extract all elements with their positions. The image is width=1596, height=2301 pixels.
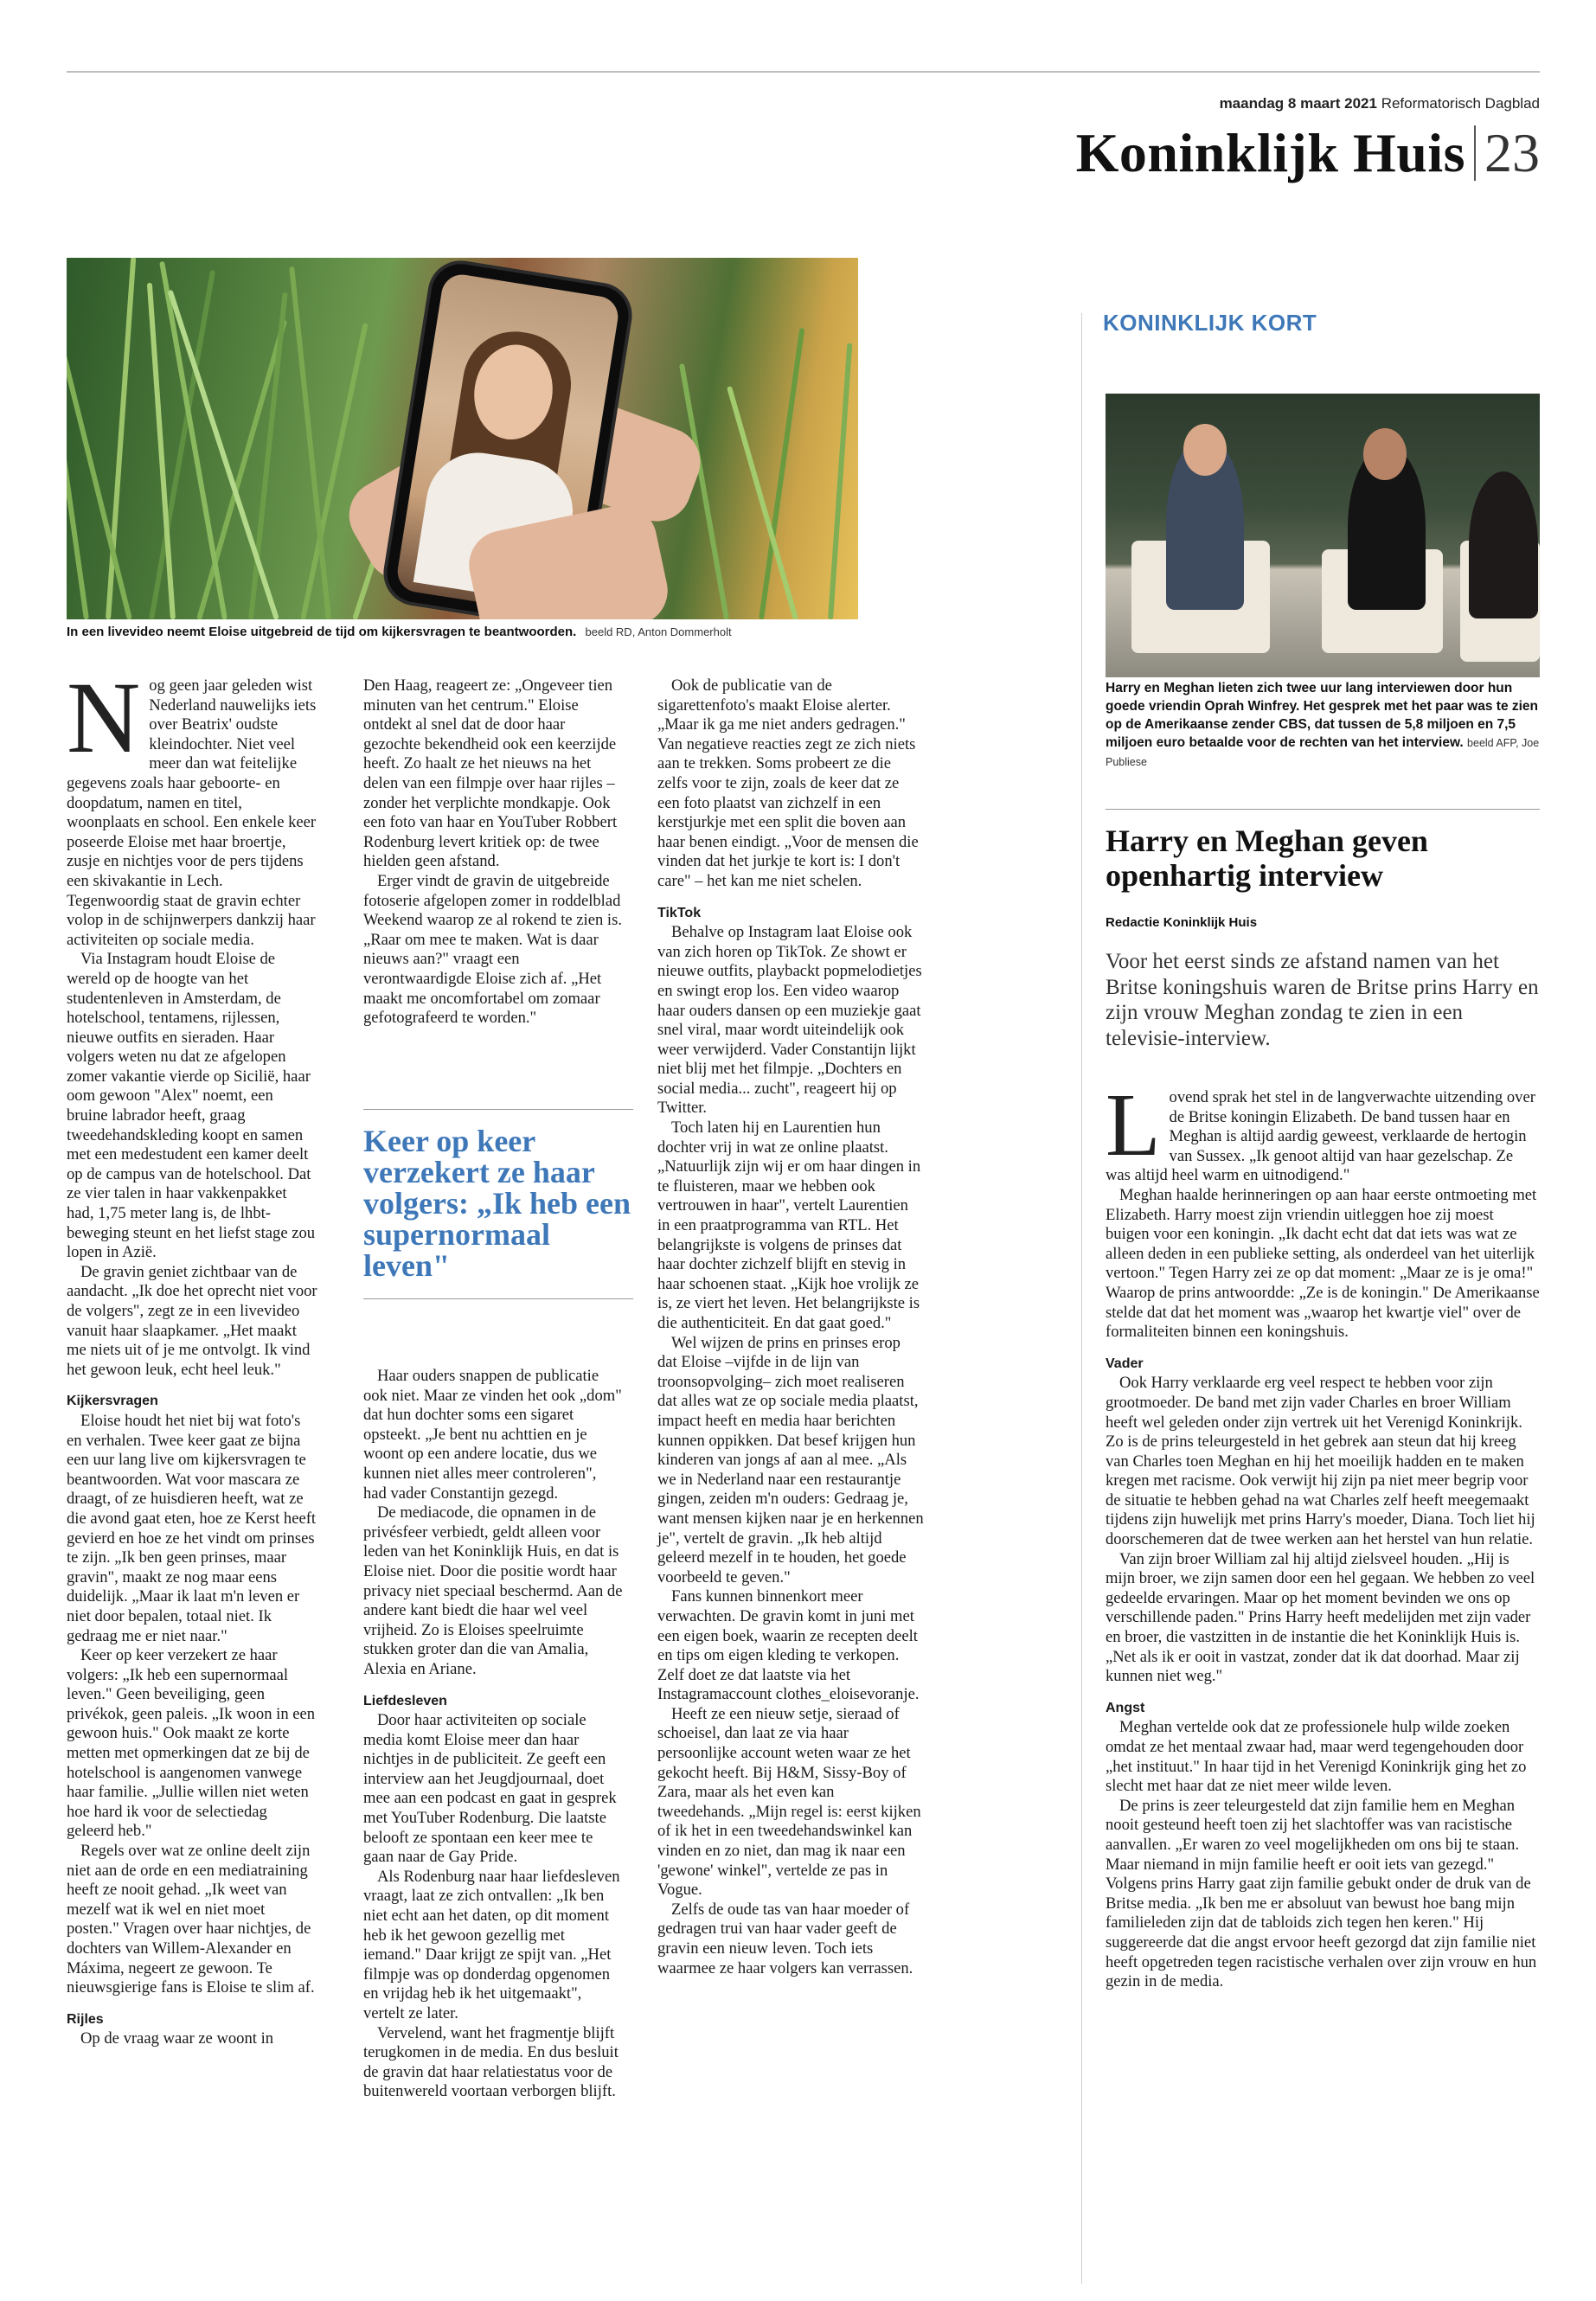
article-paragraph: Als Rodenburg naar haar liefdesleven vraagt, laat ze zich ontvallen: „Ik ben niet echt aan het daten, op dit moment heb ik het gewoon gezellig met iemand." Daar krijgt ze spijt van. „Het filmpje was op donderdag opgenomen en vrijdag heb ik het uitgemaakt", vertelt ze later. [363,1867,620,2022]
page-number: 23 [1484,122,1540,183]
dropcap: L [1106,1075,1161,1175]
article-paragraph: De gravin geniet zichtbaar van de aandacht. „Ik doe het oprecht niet voor de volgers", zegt ze in een livevideo vanuit haar slaapkamer. „Het maakt me niets uit of je me ontvolgt. Ik vind het gewoon leuk, echt heel leuk." [67,1262,317,1379]
subheading: Liefdesleven [363,1693,447,1708]
article-paragraph: Meghan haalde herinneringen op aan haar eerste ontmoeting met Elizabeth. Harry moest zijn vriendin uitleggen hoe zij moest buigen voor een koningin. „Ik dacht echt dat dat iets was wat ze alleen deden in een publieke setting, als onderdeel van het uiterlijk vertoon." Tegen Harry zei ze op dat moment: „Maar ze is je oma!" Waarop de prins antwoordde: „Ze is de koningin." De Amerikaanse stelde dat dat het moment was „waarop het kwartje viel" over de formaliteiten binnen een koningshuis. [1106,1185,1540,1342]
article-paragraph: Heeft ze een nieuw setje, sieraad of schoeisel, dan laat ze via haar persoonlijke account weten waar ze het gekocht heeft. Bij H&M, Sissy-Boy of Zara, maar als het even kan tweedehands. „Mijn regel is: eerst kijken of ik het in een tweedehandswinkel kan vinden en zo niet, dan mag ik naar een 'gewone' winkel", vertelde ze pas in Vogue. [657,1704,921,1900]
subheading: Kijkersvragen [67,1394,158,1409]
article-paragraph: Wel wijzen de prins en prinses erop dat Eloise –vijfde in de lijn van troonsopvolging– zich moet realiseren dat alles wat ze op sociale media plaatst, impact heeft en media haar berichten kunnen oppikken. Dat besef krijgen hun kinderen van jongs af aan al mee. „Als we in Nederland naar een restaurantje gingen, zeiden m'n ouders: Gedraag je, want mensen kijken naar je en herkennen je", vertelt de gravin. „Ik heb altijd geleerd mezelf in te houden, het goede voorbeeld te geven." [657,1333,924,1586]
issue-date: maandag 8 maart 2021 [1219,95,1377,112]
article-paragraph: Op de vraag waar ze woont in [80,2029,274,2048]
sidebar-headline: Harry en Meghan geven openhartig interview [1106,824,1428,893]
dropcap: N [67,661,141,774]
article-paragraph: Lovend sprak het stel in de langverwachte uitzending over de Britse koningin Elizabeth. De band tussen haar en Meghan is altijd aardig geweest, verklaarde de hertogin van Sussex. „Ik genoot altijd van haar gezelschap. Ze was altijd heel warm en uitnodigend." [1106,1075,1535,1185]
article-paragraph: Via Instagram houdt Eloise de wereld op de hoogte van het studentenleven in Amsterdam, de hotelschool, tentamens, rijlessen, nieuwe outfits en sieraden. Haar volgers weten nu dat ze afgelopen zomer vakantie vierde op Sicilië, haar oom gewoon "Alex" noemt, een bruine labrador heeft, graag tweedehandskleding koopt en samen met een medestudent een kamer deelt op de campus van de hotelschool. Dat ze vier talen in haar vakkenpakket had, 1,75 meter lang is, de lhbt-beweging steunt en het liefst stage zou lopen in Azië. [67,950,316,1262]
section-separator [1474,125,1476,181]
sidebar-byline: Redactie Koninklijk Huis [1106,915,1258,930]
sidebar-label: KONINKLIJK KORT [1103,310,1317,336]
article-column-2 [363,676,623,1029]
article-paragraph: Meghan vertelde ook dat ze professionele hulp wilde zoeken omdat ze het mentaal zwaar had, maar werd tegengehouden door „het instituut." In haar tijd in het Verenigd Koninkrijk ging het zo slecht met haar dat ze niet meer wilde leven. [1106,1718,1527,1796]
article-paragraph: Keer op keer verzekert ze haar volgers: „Ik heb een supernormaal leven." Geen beveiliging, geen privékok, geen paleis. „Ik woon in een gewoon huis." Ook maakt ze korte metten met opmerkingen dat ze bij de hotelschool is aangenomen vanwege haar familie. „Jullie willen niet weten hoe hard ik voor de selectiedag geleerd heb." [67,1646,316,1841]
pull-quote: Keer op keer verzekert ze haar volgers: „Ik heb een supernormaal leven" [363,1109,633,1299]
article-paragraph: Van zijn broer William zal hij altijd zielsveel houden. „Hij is mijn broer, we zijn samen door een hel gegaan. We hebben zo veel gedeelde ervaringen. Maar op het moment bevinden we ons op verschillende paden." Prins Harry heeft medelijden met zijn vader en broer, die vastzitten in de instantie die het Koninklijk Huis is. „Net als ik er ooit in vastzat, zonder dat ik dat doorhad. Maar zij kunnen niet weg." [1106,1549,1535,1686]
article-column-3 [657,676,924,1978]
top-rule [67,71,1540,73]
subheading: Rijles [67,2011,104,2027]
article-paragraph: Den Haag, reageert ze: „Ongeveer tien minuten van het centrum." Eloise ontdekt al snel dat de door haar gezochte bekendheid ook een keerzijde heeft. Zo haalt ze het nieuws na het delen van een filmpje over haar rijles – zonder het verplichte mondkapje. Ook een foto van haar en YouTuber Robbert Rodenburg levert kritiek op: de twee hielden geen afstand. [363,676,618,871]
subheading: Vader [1106,1356,1144,1371]
sidebar-intro: Voor het eerst sinds ze afstand namen van het Britse koningshuis waren de Britse prins Harry en zijn vrouw Meghan zondag te zien in een televisie-interview. [1106,950,1539,1050]
dateline [1220,95,1540,112]
article-paragraph: Nog geen jaar geleden wist Nederland nauwelijks iets over Beatrix' oudste kleindochter. Niet veel meer dan wat feitelijke gegevens zoals haar geboorte- en doopdatum, namen en titel, woonplaats en school. Een enkele keer poseerde Eloise met haar broertje, zusje en nichtjes voor de pers tijdens een skivakantie in Lech. Tegenwoordig staat de gravin echter volop in de schijnwerpers dankzij haar activiteiten op sociale media. [67,661,317,949]
sidebar-rule [1106,809,1540,810]
subheading: Angst [1106,1700,1145,1715]
main-photo-caption [67,625,858,639]
article-paragraph: Haar ouders snappen de publicatie ook niet. Maar ze vinden het ook „dom" dat hun dochter soms een sigaret opsteekt. „Je bent nu achttien en je woont op een andere locatie, dus we kunnen niet alles meer controleren", had vader Constantijn gezegd. [363,1367,622,1503]
photo-credit: beeld AFP, Joe Publiese [1106,737,1540,768]
article-paragraph: Ook de publicatie van de sigarettenfoto's maakt Eloise alerter. „Maar ik ga me niet anders gedragen." Van negatieve reacties zegt ze zich niets aan te trekken. Soms probeert ze die zelfs voor te zijn, zoals de keer dat ze een foto plaatst van zichzelf in een kerstjurkje met een split die boven aan haar benen eindigt. „Voor de mensen die vinden dat het jurkje te kort is: I don't care" – het kan me niet schelen. [657,676,919,890]
article-paragraph: Door haar activiteiten op sociale media komt Eloise meer dan haar nichtjes in de publiciteit. Ze geeft een interview aan het Jeugdjournaal, doet mee aan een podcast en gaat in gesprek met YouTuber Rodenburg. Die laatste belooft ze spontaan een keer mee te gaan naar de Gay Pride. [363,1711,617,1867]
section-title: Koninklijk Huis [1075,122,1465,183]
article-paragraph: Eloise houdt het niet bij wat foto's en verhalen. Twee keer gaat ze bijna een uur lang live om kijkersvragen te beantwoorden. Wat voor mascara ze draagt, of ze huisdieren heeft, wat ze die avond gaat eten, hoe ze Kerst heeft gevierd en hoe ze het vindt om prinses te zijn. „Ik ben geen prinses, maar gravin", maakt ze nog maar eens duidelijk. „Maar ik laat m'n leven er niet door bepalen, totaal niet. Ik gedraag me er niet naar." [67,1411,317,1645]
article-paragraph: Regels over wat ze online deelt zijn niet aan de orde en een mediatraining heeft ze nooit gehad. „Ik weet van mezelf wat ik wel en niet moet posten." Vragen over haar nichtjes, de dochters van Willem-Alexander en Máxima, negeert ze gewoon. Te nieuwsgierige fans is Eloise te slim af. [67,1842,315,1997]
caption-text: Harry en Meghan lieten zich twee uur lang interviewen door hun goede vriendin Oprah Winfrey. Het gesprek met het paar was te zien op de Amerikaanse zender CBS, dat tussen de 5,8 miljoen en 7,5 miljoen euro betaalde voor de rechten van het interview. [1106,681,1539,750]
article-paragraph: Fans kunnen binnenkort meer verwachten. De gravin komt in juni met een eigen boek, waarin ze recepten deelt en tips om eigen kleding te verkopen. Zelf doet ze dat laatste via het Instagramaccount clothes_eloisevoranje. [657,1587,920,1704]
article-column-1 [67,661,317,2049]
article-paragraph: Toch laten hij en Laurentien hun dochter vrij in wat ze online plaatst. „Natuurlijk zijn wij er om haar dingen in te fluisteren, maar we hebben ook vertrouwen in haar", vertelt Laurentien in een praatprogramma van RTL. Het belangrijkste is volgens de prinses dat haar dochter zichzelf blijft en stevig in haar schoenen staat. „Kijk hoe vrolijk ze is, ze viert het leven. Het belangrijkste is die authenticiteit. En dat gaat goed." [657,1118,921,1332]
main-photo [67,258,858,619]
article-paragraph: Zelfs de oude tas van haar moeder of gedragen trui van haar vader geeft de gravin een nieuw leven. Toch iets waarmee ze haar volgers kan verrassen. [657,1900,913,1977]
sidebar-photo [1106,394,1540,677]
subheading: TikTok [657,905,702,920]
article-paragraph: Vervelend, want het fragmentje blijft terugkomen in de media. En dus besluit de gravin dat haar relatiestatus voor de buitenwereld voortaan verborgen blijft. [363,2023,619,2101]
sidebar-photo-caption [1106,679,1540,772]
caption-text: In een livevideo neemt Eloise uitgebreid de tijd om kijkersvragen te beantwoorden. [67,625,577,639]
article-column-2-lower [363,1367,623,2102]
article-paragraph: Behalve op Instagram laat Eloise ook van zich horen op TikTok. Ze showt er nieuwe outfits, playbackt popmelodietjes en swingt erop los. Een video waarop haar ouders dansen op een muziekje gaat snel viral, maar wordt uiteindelijk ook weer verwijderd. Vader Constantijn lijkt niet blij met het filmpje. „Dochters en social media... zucht", reageert hij op Twitter. [657,923,922,1118]
article-paragraph: De mediacode, die opnamen in de privésfeer verbiedt, geldt alleen voor leden van het Koninklijk Huis, en dat is Eloise niet. Door die positie wordt haar privacy niet speciaal beschermd. Aan de andere kant biedt die haar wel veel vrijheid. Zo is Eloises speelruimte stukken groter dan die van Amalia, Alexia en Ariane. [363,1503,623,1678]
publication-name: Reformatorisch Dagblad [1381,95,1540,112]
sidebar-divider [1081,313,1082,2284]
section-header [1076,121,1540,185]
photo-credit: beeld RD, Anton Dommerholt [585,625,732,638]
sidebar-article [1106,1075,1540,1992]
article-paragraph: Erger vindt de gravin de uitgebreide fotoserie afgelopen zomer in roddelblad Weekend waarop ze al rokend te zien is. „Raar om mee te maken. Wat is daar nieuws aan?" vraagt een verontwaardigde Eloise zich af. „Het maakt me oncomfortabel om zomaar gefotografeerd te worden." [363,871,622,1028]
article-paragraph: De prins is zeer teleurgesteld dat zijn familie hem en Meghan nooit gesteund heeft toen zij het slachtoffer was van racistische aanvallen. „Er waren zo veel mogelijkheden om ons bij te staan. Maar niemand in mijn familie heeft er ooit iets van gezegd." Volgens prins Harry gaat zijn familie gebukt onder de druk van de Britse media. „Ik ben me er absoluut van bewust hoe bang mijn familieleden zijn dat de tabloids zich tegen hen keren." Hij suggereerde dat die angst ervoor heeft gezorgd dat zijn familie niet heeft opgetreden tegen racistische verhalen over zijn vrouw en hun gezin in de media. [1106,1796,1537,1991]
article-paragraph: Ook Harry verklaarde erg veel respect te hebben voor zijn grootmoeder. De band met zijn vader Charles en broer William heeft wel geleden onder zijn vertrek uit het Verenigd Koninkrijk. Zo is de prins teleurgesteld in het gebrek aan steun dat hij kreeg van Charles toen Meghan en hij het moeilijk hadden en te maken kregen met racisme. Ook verwijt hij zijn pa niet meer begrip voor de situatie te hebben gehad na wat Charles zelf heeft meegemaakt tijdens zijn huwelijk met prins Harry's moeder, Diana. Toch liet hij doorschemeren dat de twee werken aan het herstel van hun relatie. [1106,1374,1535,1549]
